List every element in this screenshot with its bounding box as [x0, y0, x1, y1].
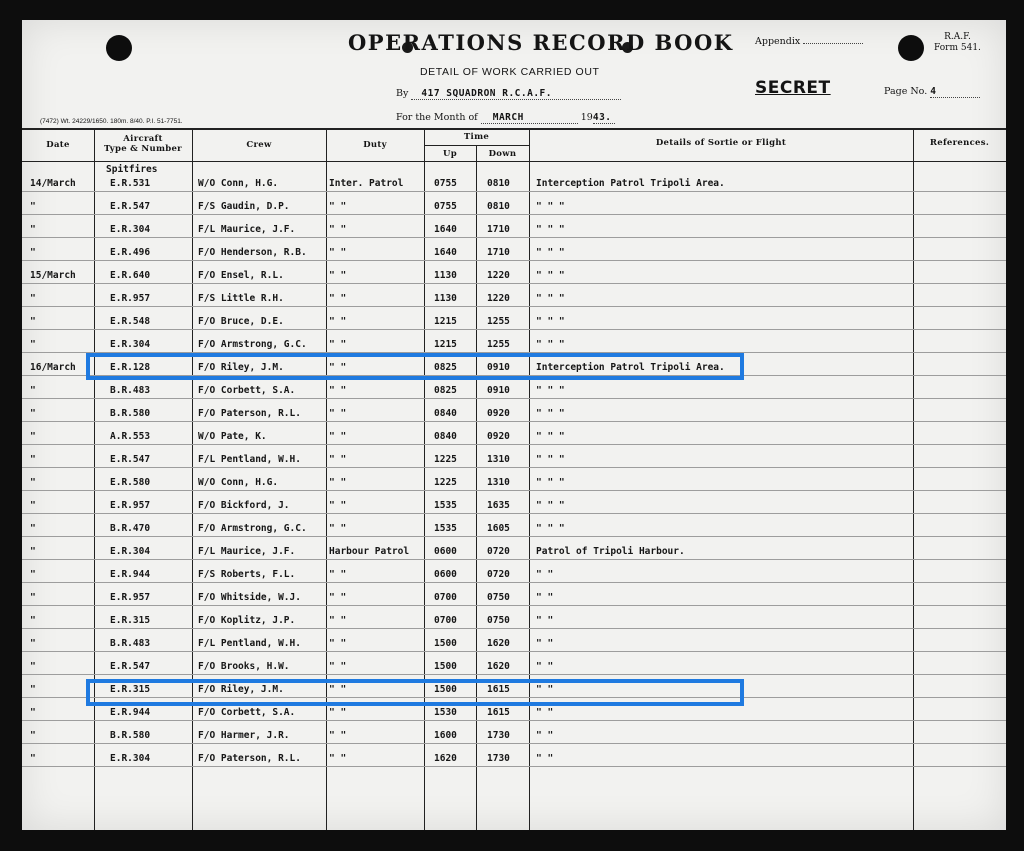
cell-crew: W/O Conn, H.G. — [198, 477, 279, 488]
year-value: 43. — [593, 112, 615, 124]
cell-up: 0825 — [434, 385, 457, 396]
cell-crew: F/O Corbett, S.A. — [198, 385, 296, 396]
cell-aircraft: E.R.531 — [110, 178, 151, 189]
table-row — [22, 703, 1006, 726]
cell-details: Interception Patrol Tripoli Area. — [536, 362, 725, 373]
table-row — [22, 197, 1006, 220]
cell-aircraft: E.R.640 — [110, 270, 151, 281]
table-row — [22, 220, 1006, 243]
cell-aircraft: E.R.548 — [110, 316, 151, 327]
cell-date: " — [30, 753, 36, 764]
cell-details: Patrol of Tripoli Harbour. — [536, 546, 685, 557]
cell-details: " " " — [536, 339, 565, 350]
month-value: MARCH — [481, 112, 578, 124]
cell-down: 0920 — [487, 408, 510, 419]
cell-down: 0920 — [487, 431, 510, 442]
cell-duty: " " — [329, 270, 347, 281]
cell-duty: " " — [329, 592, 347, 603]
cell-date: " — [30, 431, 36, 442]
cell-up: 1535 — [434, 523, 457, 534]
cell-details: " " — [536, 638, 554, 649]
table-row — [22, 588, 1006, 611]
cell-details: " " " — [536, 477, 565, 488]
table-row — [22, 496, 1006, 519]
cell-down: 1310 — [487, 477, 510, 488]
cell-crew: F/O Bruce, D.E. — [198, 316, 284, 327]
cell-down: 1710 — [487, 247, 510, 258]
cell-date: " — [30, 385, 36, 396]
table-row — [22, 519, 1006, 542]
cell-details: " " " — [536, 270, 565, 281]
cell-duty: " " — [329, 408, 347, 419]
cell-aircraft: E.R.547 — [110, 661, 151, 672]
cell-crew: F/L Pentland, W.H. — [198, 454, 301, 465]
table-row — [22, 473, 1006, 496]
cell-date: " — [30, 638, 36, 649]
cell-down: 1255 — [487, 316, 510, 327]
cell-crew: F/O Henderson, R.B. — [198, 247, 307, 258]
cell-details: " " " — [536, 316, 565, 327]
cell-up: 1640 — [434, 247, 457, 258]
cell-down: 0810 — [487, 178, 510, 189]
cell-duty: " " — [329, 684, 347, 695]
cell-details: " " — [536, 592, 554, 603]
cell-crew: F/O Harmer, J.R. — [198, 730, 290, 741]
cell-date: " — [30, 454, 36, 465]
cell-crew: F/O Koplitz, J.P. — [198, 615, 296, 626]
table-top-rule — [22, 128, 1006, 130]
cell-date: " — [30, 224, 36, 235]
cell-date: " — [30, 477, 36, 488]
cell-details: " " — [536, 707, 554, 718]
cell-aircraft: E.R.304 — [110, 753, 151, 764]
cell-date: " — [30, 592, 36, 603]
cell-down: 1605 — [487, 523, 510, 534]
col-duty-header: Duty — [363, 140, 387, 150]
page-subtitle: DETAIL OF WORK CARRIED OUT — [420, 66, 600, 78]
cell-up: 1130 — [434, 270, 457, 281]
by-line — [396, 88, 621, 100]
cell-date: 16/March — [30, 362, 76, 373]
cell-up: 1620 — [434, 753, 457, 764]
page-number-line — [884, 86, 980, 98]
cell-details: " " " — [536, 454, 565, 465]
page-title: OPERATIONS RECORD BOOK — [348, 30, 734, 55]
col-down-header: Down — [488, 149, 517, 159]
table-row — [22, 657, 1006, 680]
cell-down: 1615 — [487, 684, 510, 695]
secret-stamp: SECRET — [755, 78, 831, 98]
cell-details: " " " — [536, 293, 565, 304]
cell-duty: " " — [329, 201, 347, 212]
cell-aircraft: B.R.580 — [110, 730, 151, 741]
cell-aircraft: E.R.304 — [110, 339, 151, 350]
cell-date: " — [30, 707, 36, 718]
cell-aircraft: E.R.957 — [110, 293, 151, 304]
table-row — [22, 542, 1006, 565]
cell-crew: F/O Armstrong, G.C. — [198, 523, 307, 534]
appendix-label: Appendix — [755, 36, 801, 47]
cell-duty: " " — [329, 477, 347, 488]
cell-crew: F/S Little R.H. — [198, 293, 284, 304]
cell-down: 0910 — [487, 385, 510, 396]
cell-details: " " " — [536, 201, 565, 212]
cell-aircraft: E.R.547 — [110, 201, 151, 212]
cell-up: 0755 — [434, 201, 457, 212]
table-row — [22, 266, 1006, 289]
cell-details: " " — [536, 661, 554, 672]
cell-aircraft: E.R.580 — [110, 477, 151, 488]
cell-up: 1500 — [434, 638, 457, 649]
table-row — [22, 335, 1006, 358]
table-row — [22, 749, 1006, 772]
cell-down: 1730 — [487, 753, 510, 764]
form-number — [934, 32, 981, 54]
cell-aircraft: E.R.128 — [110, 362, 151, 373]
cell-up: 0700 — [434, 615, 457, 626]
cell-down: 0810 — [487, 201, 510, 212]
cell-date: " — [30, 316, 36, 327]
cell-down: 1220 — [487, 270, 510, 281]
cell-aircraft: E.R.315 — [110, 615, 151, 626]
month-label: For the Month of — [396, 112, 478, 123]
cell-down: 0720 — [487, 569, 510, 580]
cell-duty: " " — [329, 247, 347, 258]
table-row — [22, 174, 1006, 197]
col-details-header: Details of Sortie or Flight — [655, 138, 787, 148]
cell-duty: " " — [329, 224, 347, 235]
form-line-2: Form 541. — [934, 43, 981, 53]
table-row — [22, 726, 1006, 749]
cell-down: 1255 — [487, 339, 510, 350]
cell-down: 1615 — [487, 707, 510, 718]
cell-up: 1530 — [434, 707, 457, 718]
cell-crew: F/O Bickford, J. — [198, 500, 290, 511]
cell-down: 0750 — [487, 592, 510, 603]
squadron-value: 417 SQUADRON R.C.A.F. — [411, 88, 621, 100]
col-date-header: Date — [46, 140, 70, 150]
cell-crew: F/S Roberts, F.L. — [198, 569, 296, 580]
cell-crew: F/L Maurice, J.F. — [198, 224, 296, 235]
binder-hole-right — [898, 35, 924, 61]
month-line — [396, 112, 615, 124]
cell-aircraft: A.R.553 — [110, 431, 151, 442]
cell-down: 0750 — [487, 615, 510, 626]
cell-duty: " " — [329, 730, 347, 741]
cell-up: 0700 — [434, 592, 457, 603]
cell-duty: " " — [329, 523, 347, 534]
cell-details: " " " — [536, 247, 565, 258]
cell-duty: " " — [329, 362, 347, 373]
cell-aircraft: E.R.957 — [110, 592, 151, 603]
table-row — [22, 289, 1006, 312]
cell-up: 1500 — [434, 684, 457, 695]
cell-crew: F/L Pentland, W.H. — [198, 638, 301, 649]
cell-date: 15/March — [30, 270, 76, 281]
cell-down: 0910 — [487, 362, 510, 373]
cell-date: " — [30, 684, 36, 695]
page-value: 4 — [930, 86, 980, 98]
cell-aircraft: E.R.944 — [110, 569, 151, 580]
binder-hole-left — [106, 35, 132, 61]
col-up-header: Up — [443, 149, 457, 159]
cell-aircraft: E.R.944 — [110, 707, 151, 718]
cell-aircraft: B.R.580 — [110, 408, 151, 419]
cell-details: Interception Patrol Tripoli Area. — [536, 178, 725, 189]
cell-aircraft: B.R.483 — [110, 638, 151, 649]
appendix-line — [755, 36, 863, 47]
cell-crew: F/O Riley, J.M. — [198, 684, 284, 695]
cell-up: 0825 — [434, 362, 457, 373]
cell-date: 14/March — [30, 178, 76, 189]
cell-aircraft: E.R.315 — [110, 684, 151, 695]
cell-down: 1620 — [487, 661, 510, 672]
cell-date: " — [30, 661, 36, 672]
cell-aircraft: B.R.470 — [110, 523, 151, 534]
cell-details: " " — [536, 615, 554, 626]
cell-up: 0600 — [434, 546, 457, 557]
cell-details: " " — [536, 569, 554, 580]
cell-aircraft: E.R.304 — [110, 546, 151, 557]
cell-duty: " " — [329, 293, 347, 304]
cell-duty: " " — [329, 753, 347, 764]
cell-details: " " " — [536, 500, 565, 511]
page-label: Page No. — [884, 86, 928, 97]
cell-date: " — [30, 615, 36, 626]
cell-up: 1215 — [434, 339, 457, 350]
cell-aircraft: E.R.547 — [110, 454, 151, 465]
cell-duty: " " — [329, 638, 347, 649]
cell-crew: F/L Maurice, J.F. — [198, 546, 296, 557]
cell-details: " " — [536, 730, 554, 741]
cell-date: " — [30, 500, 36, 511]
year-prefix: 19 — [580, 112, 593, 123]
cell-duty: " " — [329, 431, 347, 442]
print-code: (7472) Wt. 24229/1650. 180m. 8/40. P.I. 51-7751. — [40, 118, 183, 125]
cell-crew: F/O Whitside, W.J. — [198, 592, 301, 603]
record-sheet — [22, 20, 1006, 830]
header-bottom-rule — [22, 161, 1006, 162]
cell-duty: " " — [329, 569, 347, 580]
cell-duty: " " — [329, 707, 347, 718]
cell-duty: " " — [329, 661, 347, 672]
cell-down: 1635 — [487, 500, 510, 511]
cell-aircraft: E.R.957 — [110, 500, 151, 511]
table-row — [22, 680, 1006, 703]
col-aircraft-header: Aircraft Type & Number — [104, 134, 182, 154]
table-row — [22, 427, 1006, 450]
table-row — [22, 634, 1006, 657]
cell-date: " — [30, 523, 36, 534]
table-row — [22, 243, 1006, 266]
cell-crew: W/O Conn, H.G. — [198, 178, 279, 189]
cell-down: 1730 — [487, 730, 510, 741]
cell-crew: F/O Paterson, R.L. — [198, 753, 301, 764]
cell-details: " " " — [536, 523, 565, 534]
cell-down: 1310 — [487, 454, 510, 465]
cell-crew: F/O Brooks, H.W. — [198, 661, 290, 672]
cell-details: " " — [536, 684, 554, 695]
by-label: By — [396, 88, 409, 99]
cell-up: 0840 — [434, 408, 457, 419]
cell-crew: F/S Gaudin, D.P. — [198, 201, 290, 212]
cell-date: " — [30, 339, 36, 350]
cell-up: 1640 — [434, 224, 457, 235]
col-crew-header: Crew — [246, 140, 272, 150]
cell-aircraft: B.R.483 — [110, 385, 151, 396]
cell-up: 1130 — [434, 293, 457, 304]
cell-duty: Harbour Patrol — [329, 546, 410, 557]
cell-date: " — [30, 201, 36, 212]
cell-date: " — [30, 569, 36, 580]
cell-date: " — [30, 730, 36, 741]
cell-crew: F/O Riley, J.M. — [198, 362, 284, 373]
cell-duty: Inter. Patrol — [329, 178, 404, 189]
cell-up: 1600 — [434, 730, 457, 741]
aircraft-type: Spitfires — [106, 164, 158, 175]
cell-up: 1535 — [434, 500, 457, 511]
table-row — [22, 381, 1006, 404]
form-line-1: R.A.F. — [944, 32, 971, 42]
col-time-header: Time — [463, 132, 490, 142]
cell-aircraft: E.R.304 — [110, 224, 151, 235]
cell-up: 1215 — [434, 316, 457, 327]
cell-up: 1225 — [434, 477, 457, 488]
cell-up: 0755 — [434, 178, 457, 189]
cell-details: " " " — [536, 224, 565, 235]
cell-date: " — [30, 408, 36, 419]
cell-crew: F/O Ensel, R.L. — [198, 270, 284, 281]
cell-down: 1620 — [487, 638, 510, 649]
cell-details: " " " — [536, 408, 565, 419]
table-row — [22, 450, 1006, 473]
cell-crew: F/O Armstrong, G.C. — [198, 339, 307, 350]
cell-duty: " " — [329, 454, 347, 465]
cell-duty: " " — [329, 385, 347, 396]
cell-down: 0720 — [487, 546, 510, 557]
col-references-header: References. — [929, 138, 990, 148]
cell-date: " — [30, 546, 36, 557]
table-row — [22, 611, 1006, 634]
cell-up: 0600 — [434, 569, 457, 580]
cell-crew: F/O Paterson, R.L. — [198, 408, 301, 419]
cell-details: " " " — [536, 431, 565, 442]
cell-date: " — [30, 293, 36, 304]
cell-up: 1500 — [434, 661, 457, 672]
cell-details: " " " — [536, 385, 565, 396]
table-row — [22, 312, 1006, 335]
cell-duty: " " — [329, 615, 347, 626]
cell-duty: " " — [329, 339, 347, 350]
cell-date: " — [30, 247, 36, 258]
cell-crew: F/O Corbett, S.A. — [198, 707, 296, 718]
cell-down: 1220 — [487, 293, 510, 304]
table-row — [22, 565, 1006, 588]
cell-duty: " " — [329, 500, 347, 511]
table-row — [22, 358, 1006, 381]
table-row — [22, 404, 1006, 427]
cell-down: 1710 — [487, 224, 510, 235]
cell-aircraft: E.R.496 — [110, 247, 151, 258]
cell-duty: " " — [329, 316, 347, 327]
cell-crew: W/O Pate, K. — [198, 431, 267, 442]
cell-up: 0840 — [434, 431, 457, 442]
cell-details: " " — [536, 753, 554, 764]
cell-up: 1225 — [434, 454, 457, 465]
